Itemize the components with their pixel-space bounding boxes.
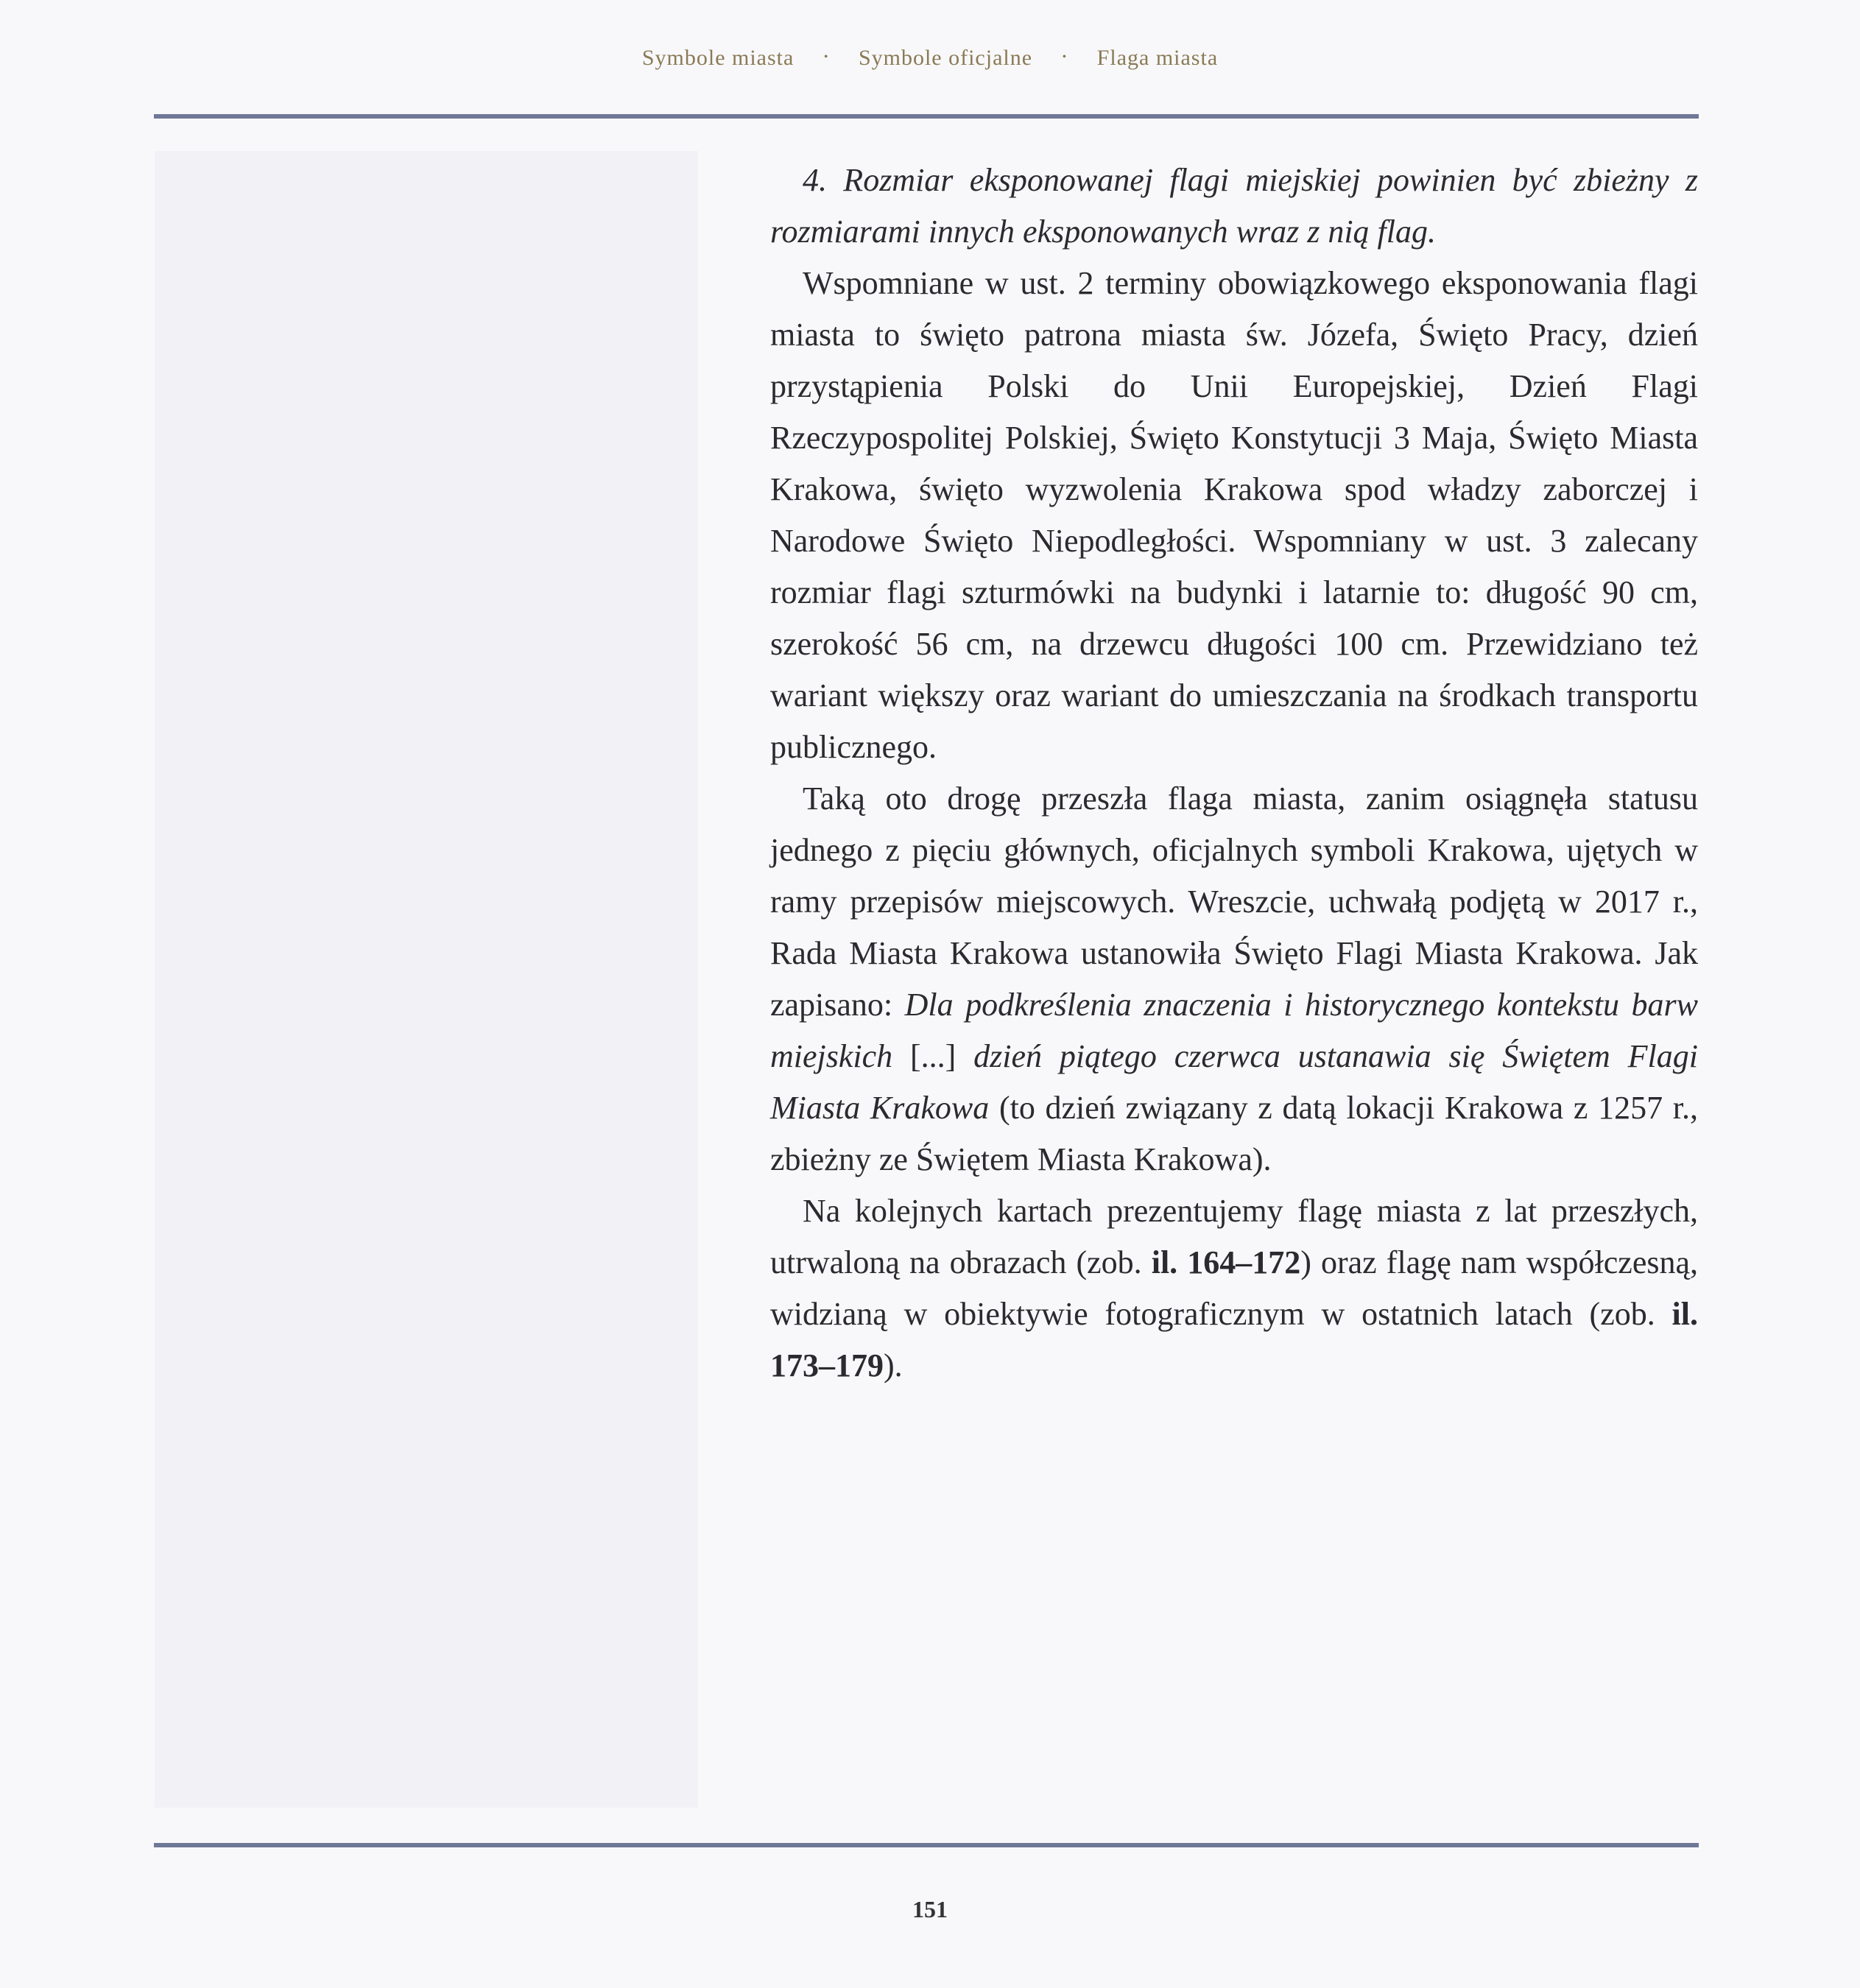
paragraph-terms: Wspomniane w ust. 2 terminy obowiązkowego eksponowania flagi miasta to święto patrona miasta św. Józefa, Święto Pracy, dzień przystąpienia Polski do Unii Europejskiej, Dzień Flagi Rzeczypospolitej Polskiej, Święto Konstytucji 3 Maja, Święto Miasta Krakowa, święto wyzwolenia Krakowa spod władzy zaborczej i Narodowe Święto Niepodległości. Wspomniany w ust. 3 zalecany rozmiar flagi szturmówki na budynki i latarnie to: długość 90 cm, szerokość 56 cm, na drzewcu długości 100 cm. Przewidziano też wariant większy oraz wariant do umieszczania na środkach transportu publicznego. [770, 265, 1698, 765]
body-text [770, 155, 1698, 1392]
running-head [0, 46, 1860, 71]
text-span: Taką oto drogę przeszła flaga miasta, zanim osiągnęła statusu jednego z pięciu głównych, oficjalnych symboli Krakowa, ujętych w ramy przepisów miejscowych. Wreszcie, uchwałą podjętą w 2017 r., Rada Miasta Krakowa ustanowiła Święto Flagi Miasta Krakowa. Jak zapisano: [770, 780, 1698, 1023]
separator-icon: • [1062, 51, 1068, 64]
illustration-reference: il. 173–179 [770, 1296, 1698, 1384]
text-span: (to dzień związany z datą lokacji Krakowa z 1257 r., zbieżny ze Świętem Miasta Krakowa). [770, 1090, 1698, 1177]
text-span: [...] [892, 1038, 974, 1074]
running-head-chapter: Flaga miasta [1096, 46, 1219, 70]
quote-span: dzień piątego czerwca ustanawia się Świętem Flagi Miasta Krakowa [770, 1038, 1698, 1126]
page-number: 151 [912, 1896, 948, 1922]
paragraph-flag-history [770, 773, 1698, 1185]
bottom-rule [154, 1843, 1699, 1847]
illustration-reference: il. 164–172 [1151, 1244, 1301, 1280]
text-span: Na kolejnych kartach prezentujemy flagę miasta z lat przeszłych, utrwaloną na obrazach (zob. [770, 1193, 1698, 1280]
quote-span: Dla podkreślenia znaczenia i historycznego kontekstu barw miejskich [770, 987, 1698, 1074]
text-span: ). [884, 1347, 903, 1384]
running-head-subsection: Symbole oficjalne [858, 46, 1033, 70]
separator-icon: • [823, 51, 829, 64]
paragraph-illustrations [770, 1185, 1698, 1392]
text-span: ) oraz flagę nam współczesną, widzianą w obiektywie fotograficznym w ostatnich latach (zob. [770, 1244, 1698, 1332]
top-rule [154, 114, 1699, 119]
paragraph-quoted-rule: 4. Rozmiar eksponowanej flagi miejskiej powinien być zbieżny z rozmiarami innych eksponowanych wraz z nią flag. [770, 162, 1698, 250]
running-head-section: Symbole miasta [641, 46, 795, 70]
blank-image-area [155, 151, 698, 1808]
